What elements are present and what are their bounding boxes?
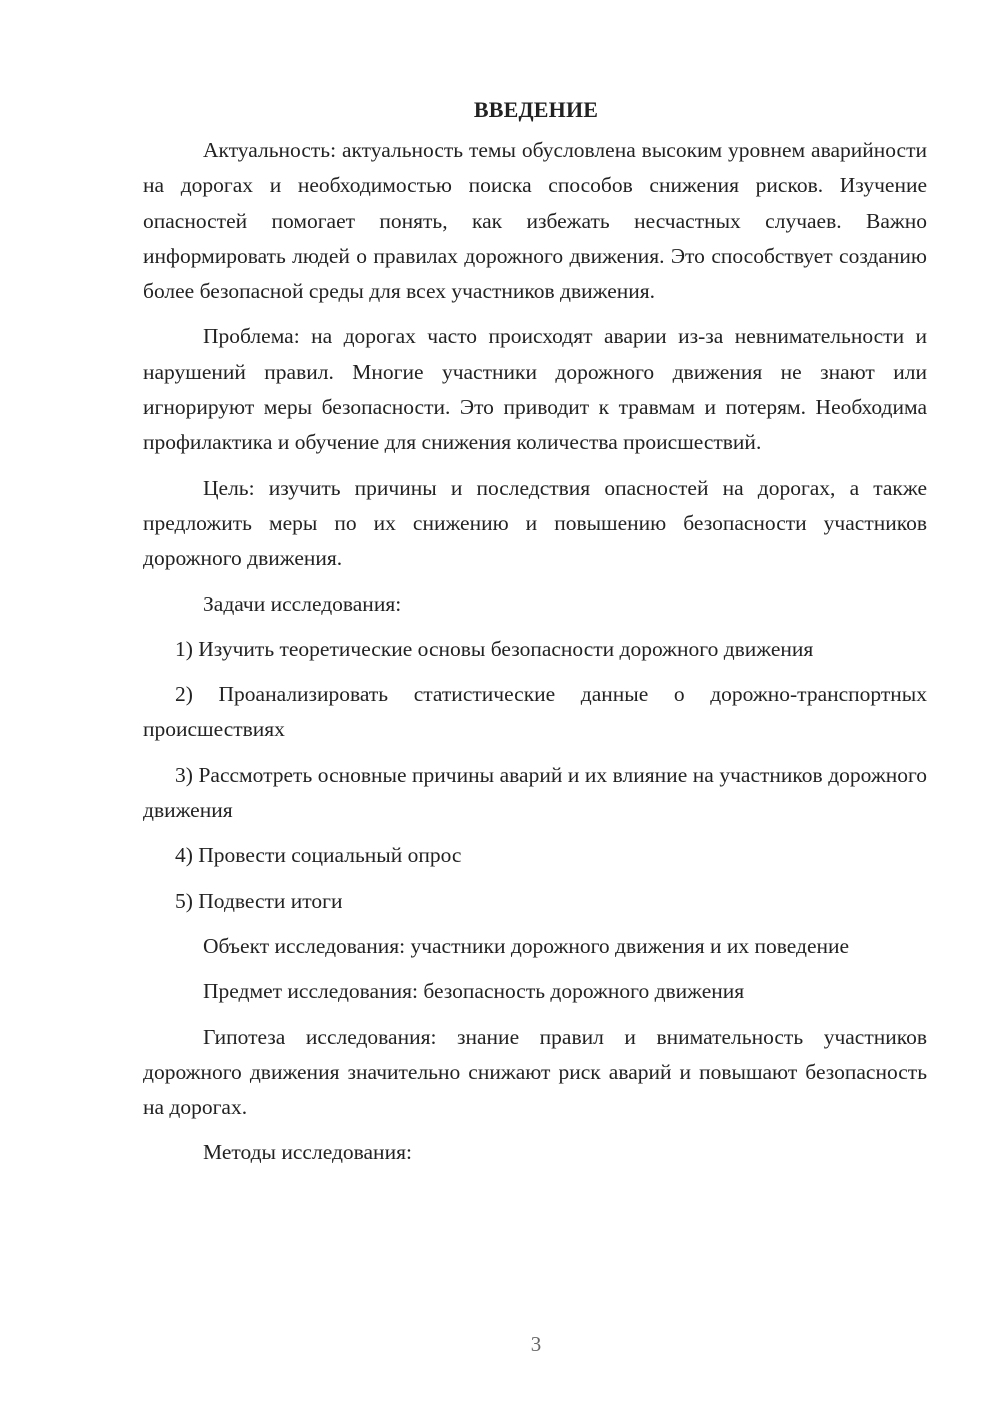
- page-number: 3: [530, 1332, 542, 1356]
- paragraph-problem: Проблема: на дорогах часто происходят аварии из-за невнимательности и нарушений правил. Многие участники дорожного движения не знают или игнорируют меры безопасности. Это приводит к травмам и потерям. Необходима профилактика и обучение для снижения количества происшествий.: [143, 324, 927, 455]
- paragraph-object: Объект исследования: участники дорожного движения и их поведение: [203, 933, 850, 958]
- tasks-heading: Задачи исследования:: [203, 591, 402, 616]
- section-title: ВВЕДЕНИЕ: [473, 97, 599, 122]
- document-page: [143, 92, 927, 1181]
- methods-heading: Методы исследования:: [203, 1140, 412, 1165]
- task-item-4: 4) Провести социальный опрос: [175, 843, 462, 868]
- paragraph-goal: Цель: изучить причины и последствия опасностей на дорогах, а также предложить меры по их снижению и повышению безопасности участников дорожного движения.: [143, 475, 927, 571]
- task-item-3: 3) Рассмотреть основные причины аварий и их влияние на участников дорожного движения: [143, 762, 927, 823]
- paragraph-relevance: Актуальность: актуальность темы обусловлена высоким уровнем аварийности на дорогах и необходимостью поиска способов снижения рисков. Изучение опасностей помогает понять, как избежать несчастных случаев. Важно информировать людей о правилах дорожного движения. Это способствует созданию более безопасной среды для всех участников движения.: [143, 138, 927, 304]
- paragraph-subject: Предмет исследования: безопасность дорожного движения: [203, 979, 745, 1004]
- paragraph-hypothesis: Гипотеза исследования: знание правил и внимательность участников дорожного движения значительно снижают риск аварий и повышают безопасность на дорогах.: [143, 1024, 927, 1120]
- task-item-5: 5) Подвести итоги: [175, 888, 343, 913]
- task-item-2: 2) Проанализировать статистические данные о дорожно-транспортных происшествиях: [143, 682, 927, 742]
- task-item-1: 1) Изучить теоретические основы безопасности дорожного движения: [175, 636, 814, 661]
